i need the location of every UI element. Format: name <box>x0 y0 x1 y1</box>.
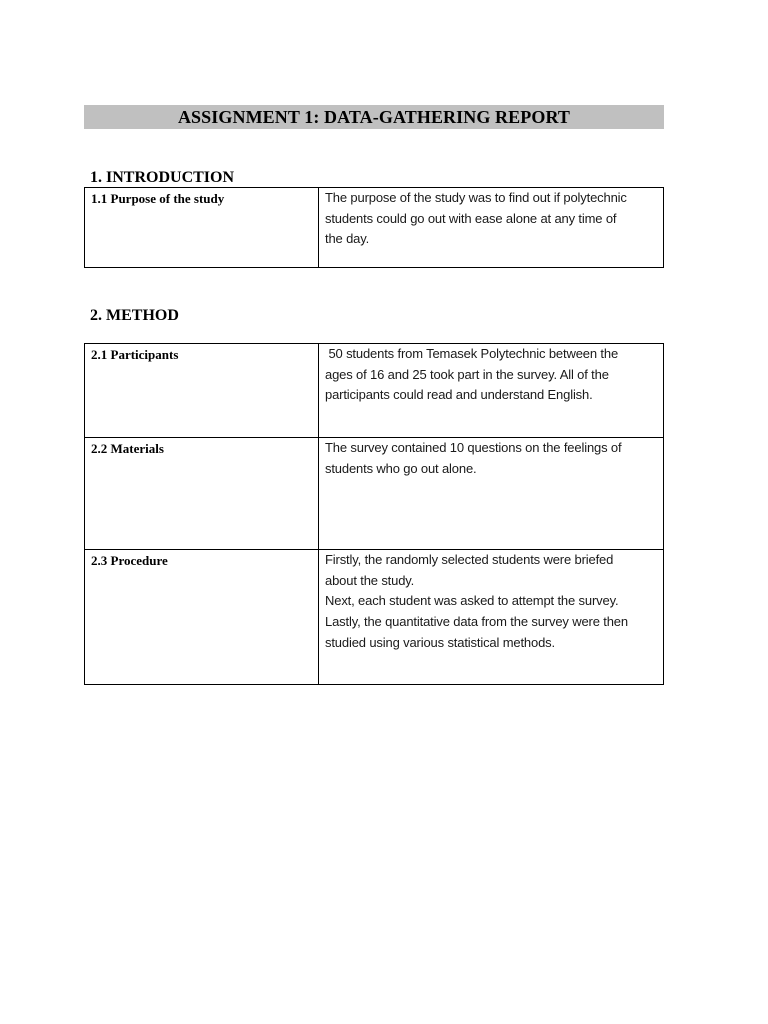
method-table <box>84 343 664 685</box>
title-banner <box>84 105 664 129</box>
row-value <box>319 438 664 550</box>
row-label: 1.1 Purpose of the study <box>85 188 319 268</box>
text-line: participants could read and understand English. <box>325 387 593 403</box>
section-heading-introduction: 1. INTRODUCTION <box>90 169 235 186</box>
text-line: the day. <box>325 231 370 247</box>
text-line: ages of 16 and 25 took part in the survey. All of the <box>325 366 609 382</box>
table-row <box>85 550 664 685</box>
table-row <box>85 438 664 550</box>
table-row <box>85 188 664 268</box>
row-value <box>319 188 664 268</box>
text-line: The survey contained 10 questions on the feelings of <box>325 440 622 455</box>
text-line: studied using various statistical methods. <box>325 634 555 650</box>
text-line: students could go out with ease alone at any time of <box>325 210 617 226</box>
table-row <box>85 344 664 438</box>
text-line: 50 students from Temasek Polytechnic between the <box>325 346 619 361</box>
text-line: about the study. <box>325 572 415 588</box>
row-label: 2.3 Procedure <box>85 550 319 685</box>
row-label: 2.1 Participants <box>85 344 319 438</box>
text-line: Next, each student was asked to attempt the survey. <box>325 593 619 609</box>
text-line: students who go out alone. <box>325 460 477 476</box>
document-title: ASSIGNMENT 1: DATA-GATHERING REPORT <box>177 106 571 127</box>
text-line: Lastly, the quantitative data from the survey were then <box>325 614 628 630</box>
text-line: The purpose of the study was to find out if polytechnic <box>325 190 627 205</box>
row-label: 2.2 Materials <box>85 438 319 550</box>
text-line: Firstly, the randomly selected students were briefed <box>325 552 614 567</box>
row-value <box>319 550 664 685</box>
row-value <box>319 344 664 438</box>
introduction-table <box>84 187 664 268</box>
section-heading-method: 2. METHOD <box>90 307 179 324</box>
